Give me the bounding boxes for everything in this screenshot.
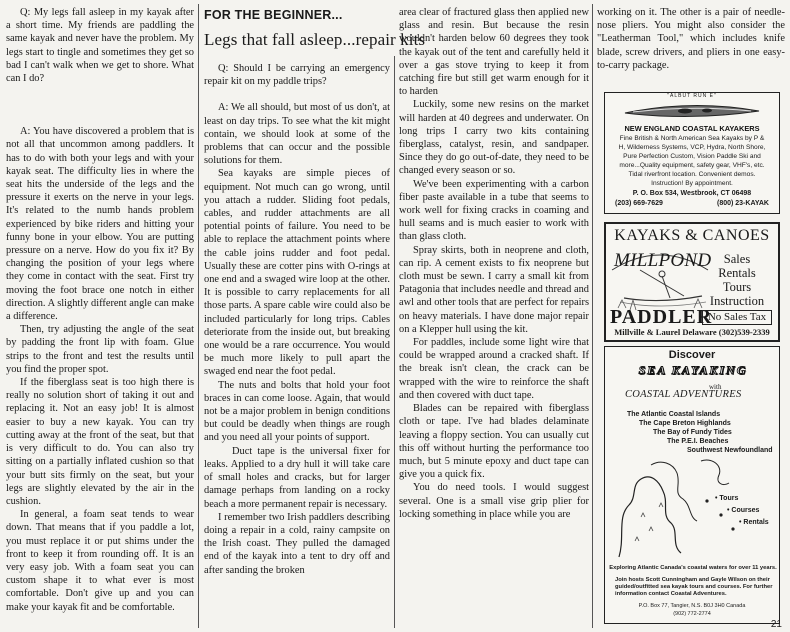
no-sales-tax-badge: No Sales Tax: [702, 310, 772, 325]
offerings-list: [715, 493, 769, 529]
paragraph: Luckily, some new resins on the market will harden at 40 degrees and underwater. On long trips I carry two kits containing fiberglass, catalyst, resin, and sandpaper. Since they do go out-of-date, they need to be changed every season or so.: [399, 99, 589, 177]
ad-address: P. O. Box 534, Westbrook, CT 06498: [632, 190, 752, 197]
ad-phone: (800) 23-KAYAK: [716, 200, 769, 207]
column-4: [597, 6, 785, 72]
logo-text: "ALBUT RUN E": [667, 93, 717, 99]
brand-coastal-adventures: COASTAL ADVENTURES: [625, 389, 742, 400]
paragraph: The nuts and bolts that hold your foot braces in can come loose. Again, that would not be a major problem in benign conditions but could be deadly when things are rough and you need all your points of support.: [204, 379, 390, 444]
destination-item: The Cape Breton Highlands: [639, 420, 731, 427]
service-item: Tours: [722, 280, 752, 294]
paragraph: working on it. The other is a pair of needle-nose pliers. You might also consider the "Leatherman Tool," which includes knife blade, screw drivers, and pliers in one easy-to-carry package.: [597, 7, 785, 71]
ad-title: KAYAKS & CANOES: [614, 227, 770, 244]
destination-item: The P.E.I. Beaches: [667, 438, 729, 445]
kayak-logo: [623, 97, 761, 123]
paragraph: You do need tools. I would suggest several. One is a small vise grip plier for locking something in place while you are: [399, 482, 589, 520]
ad-line: Fine British & North American Sea Kayaks by P &: [619, 135, 765, 142]
paragraph: Spray skirts, both in neoprene and cloth, can rip. A cement exists to fix neoprene but cloth must be sewn. I carry a small kit from Patagonia that includes needle and thread and awl and other tools that are perfect for repairs on heavy materials. I have done major repair on a Klepper hull using the kit.: [399, 244, 589, 335]
tagline: Exploring Atlantic Canada's coastal waters for over 11 years.: [609, 565, 777, 571]
service-item: Sales: [723, 252, 751, 266]
services-list: [704, 252, 770, 308]
paragraph: We've been experimenting with a carbon fiber paste available in a tube that seems to work well for fixing cracks in coaming and hull seams and is much easier to work with than glass cloth.: [399, 178, 589, 243]
paragraph: Duct tape is the universal fixer for leaks. Applied to a dry hull it will take care of small holes and cracks, but for larger damage perhaps from landing on a rocky beach a more permanent repair is necessary.: [204, 445, 390, 510]
paragraph: I remember two Irish paddlers describing doing a repair in a cold, rainy campsite on the Irish coast. They pulled the damaged end of the kayak into a tent to dry off and after sanding the broken: [204, 511, 390, 576]
ad-address: P.O. Box 77, Tangier, N.S. B0J 3H0 Canada: [638, 603, 746, 609]
ad-coastal-adventures: [604, 346, 780, 624]
ad-line: Tidal riverfront location. Convenient demos.: [628, 171, 756, 178]
paragraph: Q: Should I be carrying an emergency repair kit on my paddle trips?: [204, 63, 390, 88]
service-item: Instruction: [709, 294, 765, 308]
column-1: [6, 6, 194, 614]
section-header: FOR THE BEGINNER...: [204, 8, 343, 22]
paragraph: If the fiberglass seat is too high there is really no solution short of taking it out and replacing it. Not an easy job! It is almost easier to buy a new kayak. You can try cutting away at the front of the seat, but that is very difficult to do. You can also try sitting on a partially inflated cushion so that your butt sits firmly on the seat, but your legs are slightly elevated by the air in the cushion.: [6, 377, 194, 507]
destinations-list: [627, 410, 773, 455]
with-label: with: [709, 383, 722, 391]
destination-item: Southwest Newfoundland: [687, 447, 773, 454]
offering-item: • Rentals: [739, 519, 769, 526]
join-text: Join hosts Scott Cunningham and Gayle Wilson on their guided/outfitted sea kayak tours and courses. For further information contact Coastal Adventures.: [615, 577, 773, 597]
offering-item: • Tours: [715, 495, 739, 502]
destination-item: The Bay of Fundy Tides: [653, 429, 732, 436]
paragraph: A: We all should, but most of us don't, at least on day trips. To see what the kit might contain, we should look at some of the problems that can occur and the possible solutions for them.: [204, 102, 390, 167]
destination-item: The Atlantic Coastal Islands: [627, 411, 721, 418]
ad-footer: Millville & Laurel Delaware (302)539-2339: [614, 327, 770, 337]
column-divider: [198, 4, 199, 628]
paragraph: Then, try adjusting the angle of the seat by padding the front lip with foam. Glue strips to the front and test the results until you find the proper spot.: [6, 324, 194, 375]
service-item: Rentals: [718, 266, 756, 280]
paragraph: Q: My legs fall asleep in my kayak after a short time. My friends are paddling the same kayak and never have the problem. My legs start to tingle and sometimes they get so bad I can't walk when we get to shore. What can I do?: [6, 7, 194, 85]
paragraph: Blades can be repaired with fiberglass cloth or tape. I've had blades delaminate leaving a floppy section. You can usually cut this off without hurting the performance too much, but 5 minute epoxy and duct tape can give you a quick fix.: [399, 403, 589, 481]
ad-line: more...Quality equipment, safety gear, VHF's, etc.: [619, 162, 765, 169]
column-3: [399, 6, 589, 521]
paragraph: In general, a foam seat tends to wear down. That means that if you paddle a lot, you must replace it or put shims under the front to keep it from rounding off. It is an very easy job. With a foam seat you can custom shape it to what ever is most comfortable. Don't give up and you can make your kayak fit and be comfortable.: [6, 509, 194, 613]
ad-line: Pure Perfection Custom, Vision Paddle Ski and: [623, 153, 761, 160]
offering-item: • Courses: [727, 507, 760, 514]
headline: SEA KAYAKING: [638, 363, 748, 377]
brand-paddler: PADDLER: [610, 306, 713, 328]
ad-name: NEW ENGLAND COASTAL KAYAKERS: [624, 124, 760, 133]
column-2: [204, 62, 390, 577]
paragraph: Sea kayaks are simple pieces of equipment. Not much can go wrong, until you attach a rudder. Sliding foot pedals, cables, and rudder attachments are all potential points of failure. You need to be able to replace the attachment points where the cable joins rudder and foot pedal. Usually these are cotter pins with O-rings at one end and a swaged wire loop at the other. It is possible to carry replacements for all those parts. A spare cable wire could also be included particularly for long trips. Cables deteriorate from the inside out, but breaking one would be a rare occurrence. You would be much more likely to pull apart the swaged end near the foot pedal.: [204, 168, 390, 378]
paragraph: A: You have discovered a problem that is not all that uncommon among paddlers. It has to do with both your legs and with your kayak seat. The difficulty lies in where the seat hits the underside of the legs and the pressure it exerts on the nerve in your legs. It's related to the numb hands problem experienced by bike riders and hitting your funny bone in your elbow. You are putting pressure on a nerve. How do you fix it? By changing the position of your legs where they come in contact with the seat. First try moving the foot brace one notch in either direction. A slightly different angle can make a difference.: [6, 126, 194, 323]
ad-line: H, Wilderness Systems, VCP, Hydra, North Shore,: [618, 144, 766, 151]
ad-millpond-paddler: [604, 222, 780, 342]
paragraph: For paddles, include some light wire that could be wrapped around a cracked shaft. If the break isn't clean, the crack can be wrapped with the wire to reinforce the shaft and then covered with duct tape.: [399, 337, 589, 401]
discover-label: Discover: [668, 349, 716, 361]
ad-phone: (902) 772-2774: [673, 611, 711, 617]
ad-phone: (203) 669-7629: [615, 200, 663, 207]
ad-line: Instruction! By appointment.: [651, 180, 733, 187]
ad-new-england-coastal-kayakers: [604, 92, 780, 214]
article-title: Legs that fall asleep...repair kits: [204, 30, 426, 49]
column-divider: [394, 56, 395, 628]
brand-millpond: MILLPOND: [614, 250, 712, 271]
column-divider: [592, 4, 593, 628]
page-number: 21: [770, 619, 782, 630]
paragraph: area clear of fractured glass then applied new glass and resin. But because the resin wouldn't harden below 60 degrees they took the kayak out of the tent and carefully held it over a gas stove trying to keep it from catching fire but still get warm enough for it to harden: [399, 7, 589, 98]
